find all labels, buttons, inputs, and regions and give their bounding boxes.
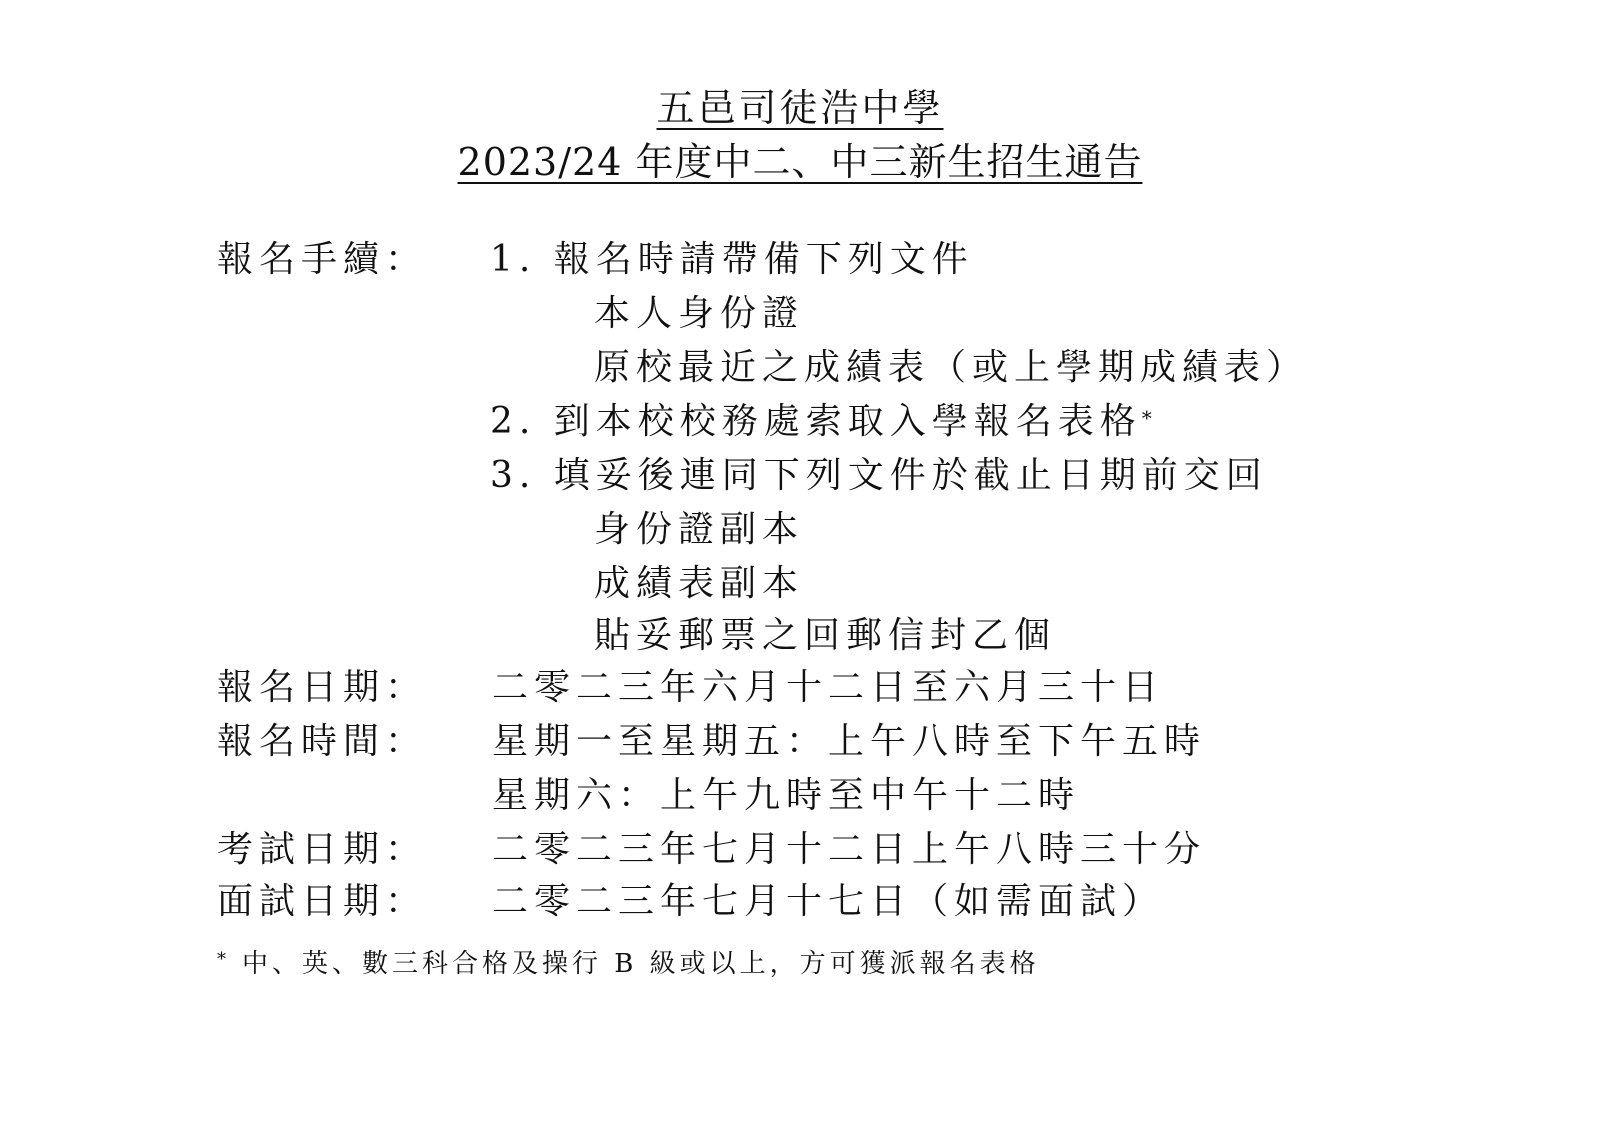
- application-date-label: 報名日期：: [217, 667, 428, 708]
- application-time-weekday: 星期一至星期五：上午八時至下午五時: [492, 721, 1207, 762]
- procedure-step-2-text: 2. 到本校校務處索取入學報名表格: [490, 401, 1142, 442]
- procedure-step-1-item: 原校最近之成績表（或上學期成績表）: [594, 347, 1309, 388]
- procedure-step-3: 3. 填妥後連同下列文件於截止日期前交回: [490, 455, 1268, 496]
- interview-date-value: 二零二三年七月十七日（如需面試）: [492, 881, 1165, 922]
- school-name: 五邑司徒浩中學: [656, 86, 944, 130]
- procedure-step-1: 1. 報名時請帶備下列文件: [490, 239, 974, 280]
- procedure-step-1-item: 本人身份證: [594, 293, 805, 334]
- exam-date-value: 二零二三年七月十二日上午八時三十分: [492, 829, 1207, 870]
- procedure-step-3-item: 貼妥郵票之回郵信封乙個: [594, 615, 1057, 656]
- application-time-saturday: 星期六：上午九時至中午十二時: [492, 775, 1081, 816]
- notice-title: 2023/24 年度中二、中三新生招生通告: [457, 140, 1143, 184]
- school-name-heading: [0, 86, 1600, 130]
- procedure-label: 報名手續：: [217, 239, 428, 280]
- procedure-step-3-item: 身份證副本: [594, 509, 805, 550]
- procedure-step-3-item: 成績表副本: [594, 563, 805, 604]
- footnote-marker: *: [1141, 406, 1152, 430]
- footnote-star: *: [217, 949, 230, 970]
- footnote-text: 中、英、數三科合格及操行 B 級或以上，方可獲派報名表格: [242, 949, 1040, 979]
- application-time-label: 報名時間：: [217, 721, 428, 762]
- interview-date-label: 面試日期：: [217, 881, 428, 922]
- footnote: [217, 948, 1040, 980]
- notice-title-heading: [0, 140, 1600, 184]
- procedure-step-2: [490, 400, 1152, 444]
- exam-date-label: 考試日期：: [217, 829, 428, 870]
- application-date-value: 二零二三年六月十二日至六月三十日: [492, 667, 1165, 708]
